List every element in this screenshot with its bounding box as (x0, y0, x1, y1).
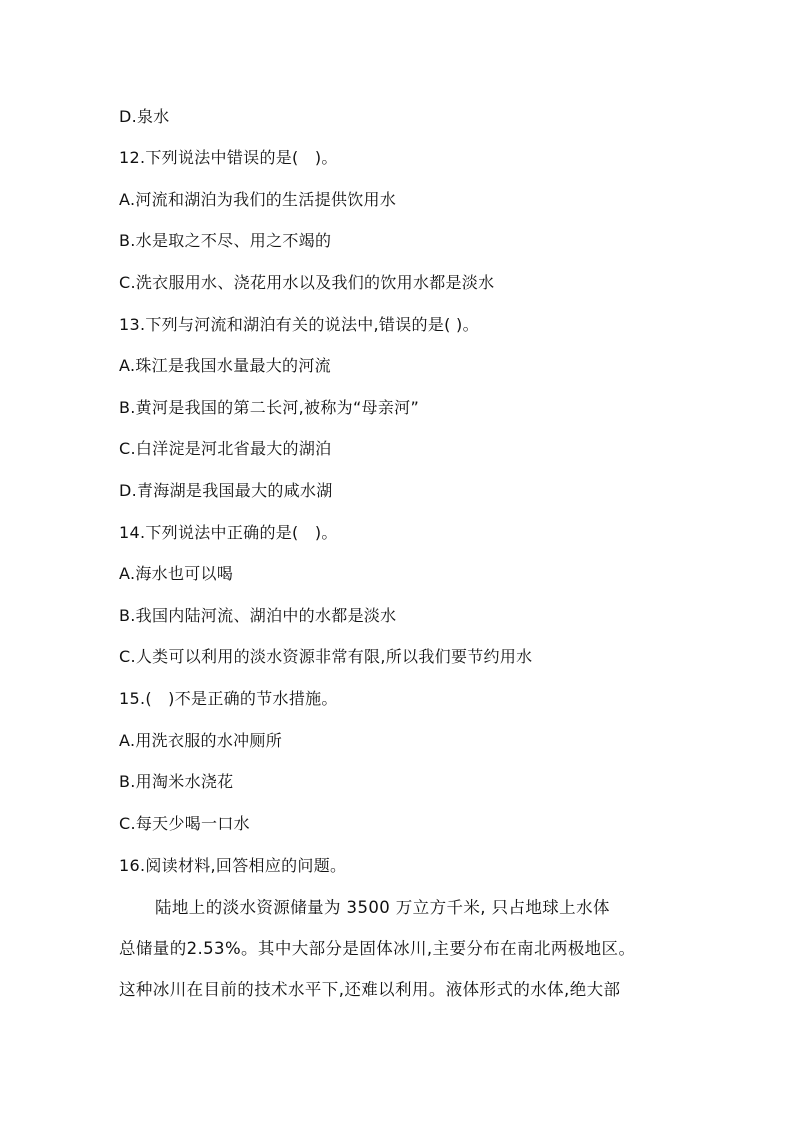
option-12-c: C.洗衣服用水、浇花用水以及我们的饮用水都是淡水 (119, 273, 495, 292)
option-14-a: A.海水也可以喝 (119, 564, 234, 583)
option-15-a: A.用洗衣服的水冲厕所 (119, 731, 283, 750)
passage-line-3: 这种冰川在目前的技术水平下,还难以利用。液体形式的水体,绝大部 (119, 980, 621, 999)
option-13-d: D.青海湖是我国最大的咸水湖 (119, 481, 333, 500)
option-15-c: C.每天少喝一口水 (119, 814, 250, 833)
question-12: 12.下列说法中错误的是( )。 (119, 148, 338, 167)
question-13: 13.下列与河流和湖泊有关的说法中,错误的是( )。 (119, 315, 479, 334)
reading-passage (119, 898, 689, 1000)
option-13-b: B.黄河是我国的第二长河,被称为“母亲河” (119, 398, 420, 417)
option-13-a: A.珠江是我国水量最大的河流 (119, 356, 331, 375)
passage-line-2: 总储量的2.53%。其中大部分是固体冰川,主要分布在南北两极地区。 (119, 939, 636, 958)
option-13-c: C.白洋淀是河北省最大的湖泊 (119, 439, 332, 458)
option-15-b: B.用淘米水浇花 (119, 772, 234, 791)
option-14-b: B.我国内陆河流、湖泊中的水都是淡水 (119, 606, 397, 625)
option-12-a: A.河流和湖泊为我们的生活提供饮用水 (119, 190, 397, 209)
question-15: 15.( )不是正确的节水措施。 (119, 689, 338, 708)
option-11-d: D.泉水 (119, 107, 170, 126)
passage-line-1: 陆地上的淡水资源储量为 3500 万立方千米, 只占地球上水体 (155, 898, 610, 917)
question-14: 14.下列说法中正确的是( )。 (119, 523, 338, 542)
option-12-b: B.水是取之不尽、用之不竭的 (119, 231, 332, 250)
option-14-c: C.人类可以利用的淡水资源非常有限,所以我们要节约用水 (119, 647, 533, 666)
question-16: 16.阅读材料,回答相应的问题。 (119, 856, 347, 875)
